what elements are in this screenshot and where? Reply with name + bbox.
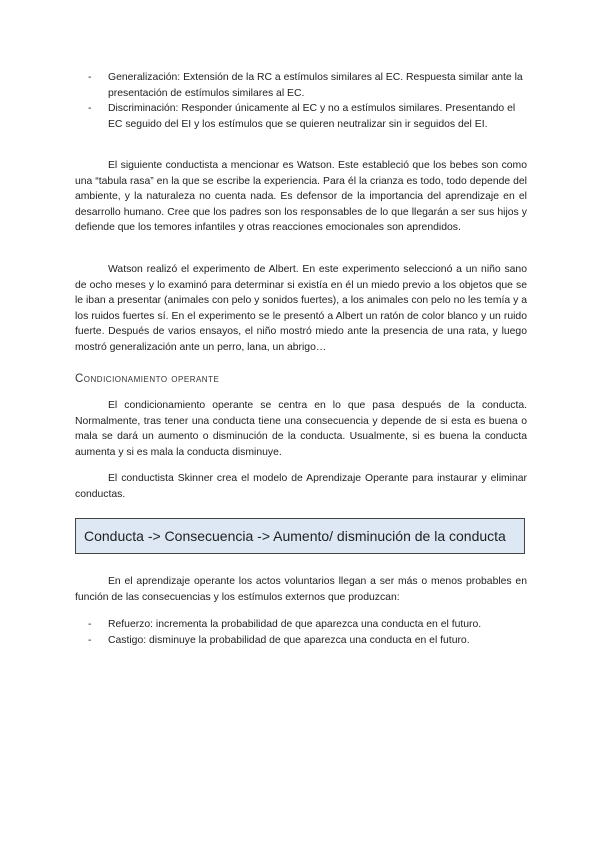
bullet-dash: -	[88, 72, 92, 83]
bullet-dash: -	[88, 634, 92, 646]
paragraph-operante-definition: El condicionamiento operante se centra en lo que pasa después de la conducta. Normalmente, tras tener una conducta tiene una consecuencia y depende de si esta es buena o mala se dará un aumento o disminución de la conducta. Usualmente, si es buena la conducta aumenta y si es mala la conducta disminuye.	[75, 400, 527, 458]
list-item-text: Discriminación: Responder únicamente al EC y no a estímulos similares. Presentando el EC seguido del EI y los estímulos que se quieren neutralizar sin ir seguidos del EI.	[108, 103, 516, 130]
list-item-text: Castigo: disminuye la probabilidad de que aparezca una conducta en el futuro.	[108, 634, 470, 646]
paragraph-actos-voluntarios: En el aprendizaje operante los actos voluntarios llegan a ser más o menos probables en función de las consecuencias y los estímulos externos que produzcan:	[75, 576, 527, 603]
consequences-list	[88, 617, 528, 648]
list-item-generalizacion	[88, 70, 528, 101]
list-item-discriminacion	[88, 101, 528, 132]
highlight-box: Conducta -> Consecuencia -> Aumento/ disminución de la conducta	[75, 518, 525, 554]
list-item-refuerzo	[88, 617, 528, 633]
paragraph-skinner: El conductista Skinner crea el modelo de Aprendizaje Operante para instaurar y eliminar conductas.	[75, 473, 527, 500]
list-item-text: Refuerzo: incrementa la probabilidad de que aparezca una conducta en el futuro.	[108, 619, 482, 630]
list-item-text: Generalización: Extensión de la RC a estímulos similares al EC. Respuesta similar ante la presentación de estímulos similares al EC.	[108, 72, 523, 99]
section-heading: Condicionamiento operante	[75, 373, 220, 385]
paragraph-albert-experiment: Watson realizó el experimento de Albert. En este experimento seleccionó a un niño sano de ocho meses y lo examinó para determinar si existía en él un miedo previo a los objetos que se le iban a presentar (animales con pelo y sonidos fuertes), a los animales con pelo no les temía y a los ruidos fuertes sí. En el experimento se le presentó a Albert un ratón de color blanco y un ruido fuerte. Después de varios ensayos, el niño mostró miedo ante la presencia de una rata, y luego mostró generalización ante un perro, lana, un abrigo…	[75, 264, 527, 353]
bullet-dash: -	[88, 619, 92, 630]
paragraph-watson-intro: El siguiente conductista a mencionar es Watson. Este estableció que los bebes son como una “tabula rasa” en la que se escribe la experiencia. Para él la crianza es todo, todo depende del ambiente, y la naturaleza no cuenta nada. Es defensor de la importancia del aprendizaje en el desarrollo humano. Cree que los padres son los responsables de lo que llegarán a ser sus hijos y defiende que los temores infantiles y otras reacciones emocionales son aprendidos.	[75, 160, 527, 234]
bullet-dash: -	[88, 103, 92, 115]
list-item-castigo	[88, 633, 528, 649]
conditioning-concepts-list	[88, 70, 528, 132]
